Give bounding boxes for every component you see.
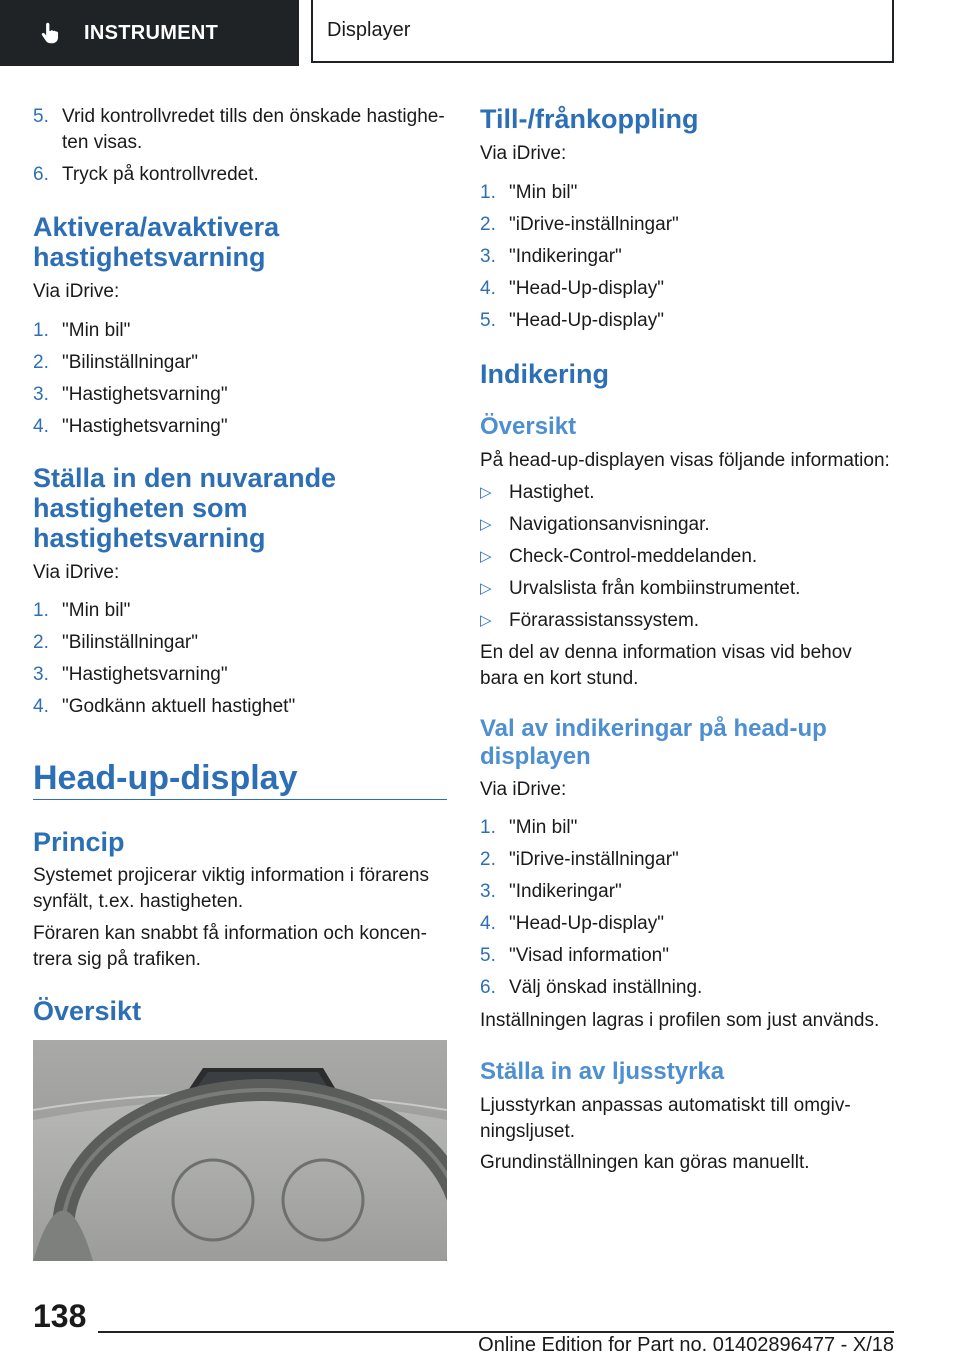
step-number: 2.: [480, 214, 496, 235]
step-text: "Visad information": [509, 945, 669, 966]
step-text: "iDrive-inställningar": [509, 849, 679, 870]
step-text: "Min bil": [509, 182, 578, 203]
step-text: "Bilinställningar": [62, 632, 198, 653]
step-text: "Hastighetsvarning": [62, 664, 228, 685]
section-heading: Aktivera/avaktivera hastighetsvarning: [33, 212, 280, 272]
chapter-title: Head-up-display: [33, 759, 298, 797]
intro-text: På head-up-displayen visas följande information:: [480, 450, 890, 471]
step-number: 1.: [33, 320, 49, 341]
step-text: "Head-Up-display": [509, 913, 664, 934]
bullet-triangle-icon: ▷: [480, 484, 492, 501]
intro-text: Via iDrive:: [480, 779, 567, 800]
paragraph: Inställningen lagras i profilen som just används.: [480, 1010, 880, 1031]
step-text: "Head-Up-display": [509, 278, 664, 299]
step-number: 5.: [480, 310, 496, 331]
step-text: "Bilinställningar": [62, 352, 198, 373]
chapter-label: Displayer: [327, 19, 411, 41]
section-heading: Princip: [33, 827, 125, 857]
paragraph: Ljusstyrkan anpassas automatiskt till omgiv-ningsljuset.: [480, 1095, 851, 1142]
step-number: 1.: [480, 182, 496, 203]
step-text: Vrid kontrollvredet tills den önskade hastighe-ten visas.: [62, 106, 445, 153]
bullet-triangle-icon: ▷: [480, 612, 492, 629]
subsection-heading: Översikt: [480, 413, 577, 440]
step-text: Välj önskad inställning.: [509, 977, 703, 998]
paragraph: Grundinställningen kan göras manuellt.: [480, 1152, 810, 1173]
step-number: 4.: [33, 696, 49, 717]
step-number: 1.: [480, 817, 496, 838]
step-text: "Head-Up-display": [509, 310, 664, 331]
bullet-text: Urvalslista från kombiinstrumentet.: [509, 578, 801, 599]
title-rule: [33, 799, 447, 800]
bullet-text: Navigationsanvisningar.: [509, 514, 710, 535]
footer-rule: [98, 1331, 894, 1333]
bullet-triangle-icon: ▷: [480, 548, 492, 565]
step-number: 5.: [480, 945, 496, 966]
bullet-text: Check-Control-meddelanden.: [509, 546, 758, 567]
subsection-heading: Val av indikeringar på head-up displayen: [480, 715, 827, 770]
step-text: "Min bil": [62, 320, 131, 341]
step-number: 4.: [480, 278, 496, 299]
paragraph: Föraren kan snabbt få information och koncen-trera sig på trafiken.: [33, 923, 427, 970]
bullet-text: Hastighet.: [509, 482, 595, 503]
step-number: 3.: [480, 246, 496, 267]
chapter-box: [311, 0, 894, 63]
section-heading: Ställa in den nuvarande hastigheten som hastighetsvarning: [33, 463, 337, 553]
bullet-text: Förarassistanssystem.: [509, 610, 700, 631]
step-number: 3.: [480, 881, 496, 902]
step-number: 1.: [33, 600, 49, 621]
step-number: 4.: [480, 913, 496, 934]
step-text: "Godkänn aktuell hastighet": [62, 696, 296, 717]
paragraph: En del av denna information visas vid behov bara en kort stund.: [480, 642, 852, 689]
hand-pointer-icon: [38, 20, 64, 46]
step-number: 3.: [33, 664, 49, 685]
hud-dashboard-photo: [33, 1040, 447, 1261]
paragraph: Systemet projicerar viktig information i förarens synfält, t.ex. hastigheten.: [33, 865, 429, 912]
intro-text: Via iDrive:: [33, 281, 120, 302]
step-text: "iDrive-inställningar": [509, 214, 679, 235]
section-heading: Översikt: [33, 996, 142, 1026]
step-text: "Indikeringar": [509, 246, 622, 267]
step-number: 6.: [480, 977, 496, 998]
bullet-triangle-icon: ▷: [480, 580, 492, 597]
page-number: 138: [33, 1298, 87, 1334]
section-heading: Indikering: [480, 359, 610, 389]
bullet-triangle-icon: ▷: [480, 516, 492, 533]
step-number: 2.: [33, 632, 49, 653]
step-text: "Hastighetsvarning": [62, 384, 228, 405]
step-text: "Indikeringar": [509, 881, 622, 902]
step-number: 3.: [33, 384, 49, 405]
step-text: "Min bil": [62, 600, 131, 621]
step-number: 2.: [33, 352, 49, 373]
intro-text: Via iDrive:: [480, 143, 567, 164]
step-text: "Hastighetsvarning": [62, 416, 228, 437]
step-number: 6.: [33, 164, 49, 185]
intro-text: Via iDrive:: [33, 562, 120, 583]
step-number: 5.: [33, 106, 49, 127]
section-heading: Till-/frånkoppling: [480, 104, 699, 134]
step-number: 4.: [33, 416, 49, 437]
step-text: Tryck på kontrollvredet.: [62, 164, 259, 185]
subsection-heading: Ställa in av ljusstyrka: [480, 1058, 725, 1085]
footer-edition: Online Edition for Part no. 01402896477 - X/18: [478, 1334, 894, 1356]
section-tab: [0, 0, 299, 66]
section-label: INSTRUMENT: [84, 21, 219, 44]
step-number: 2.: [480, 849, 496, 870]
step-text: "Min bil": [509, 817, 578, 838]
